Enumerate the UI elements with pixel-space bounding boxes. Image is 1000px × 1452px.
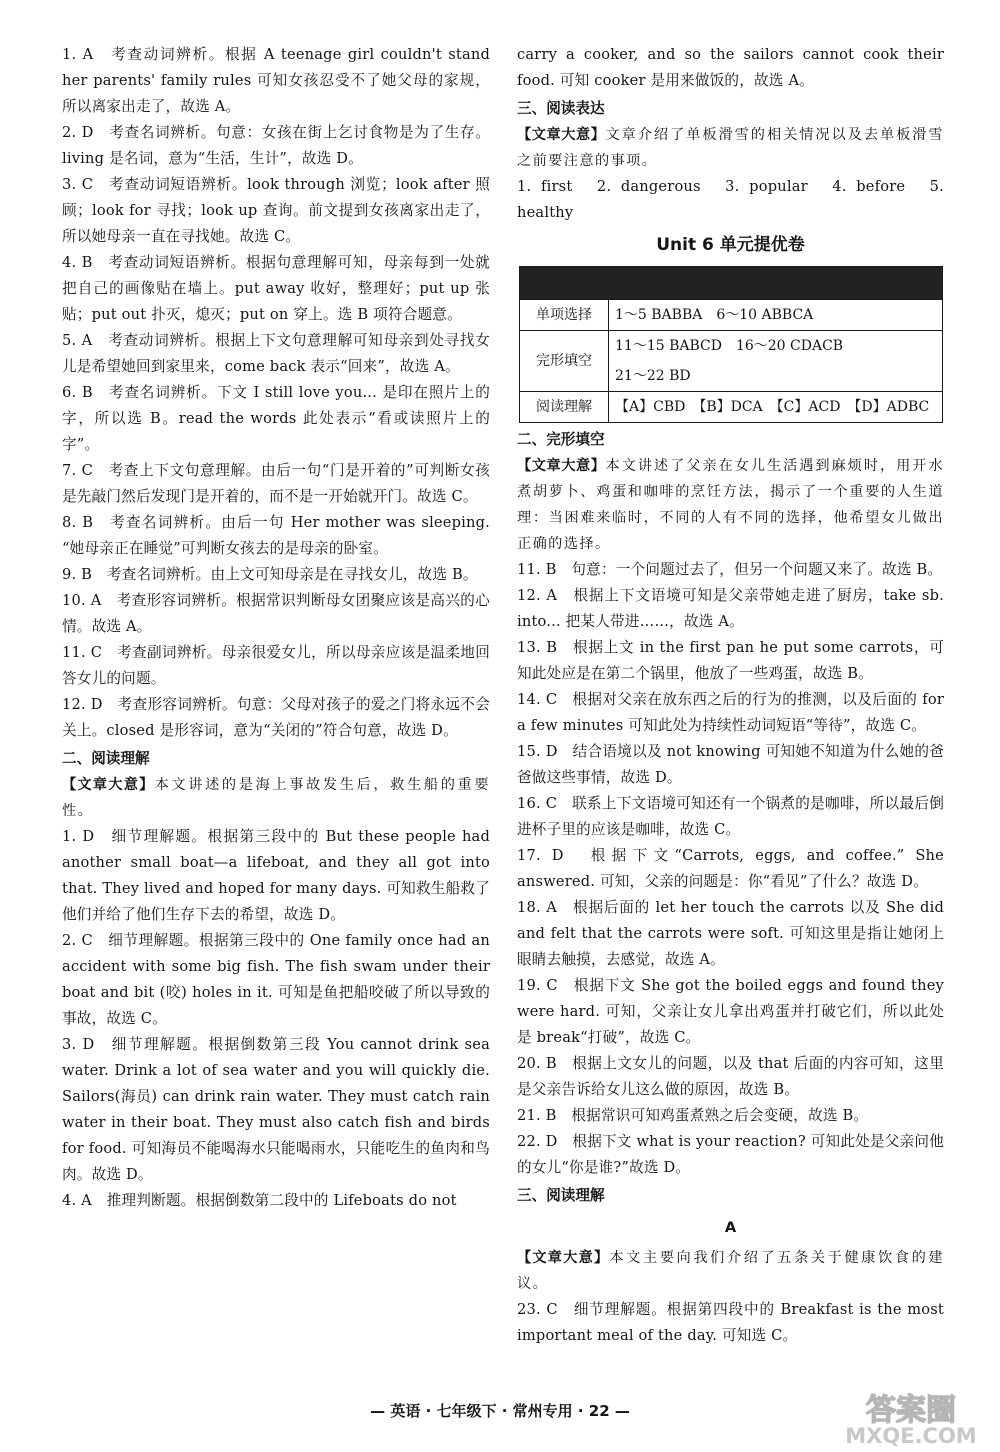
answer-explanation: 20. B 根据上文女儿的问题，以及 that 后面的内容可知，这里是父亲告诉给女儿这么做的原因，故选 B。: [517, 1055, 944, 1098]
table-label: 完形填空: [520, 331, 609, 392]
answer-explanation: 17. D 根据下文“Carrots, eggs, and coffee.” She answered. 可知，父亲的问题是：你“看见”了什么？故选 D。: [517, 847, 944, 890]
table-value: 11～15 BABCD 16～20 CDACB: [609, 331, 943, 362]
svg-text:答案圈: 答案圈: [866, 1393, 956, 1428]
article-summary: [517, 1245, 944, 1297]
answer-explanation: 6. B 考查名词辨析。下文 I still love you... 是印在照片上的字，所以选 B。read the words 此处表示“看或读照片上的字”。: [62, 384, 490, 453]
table-value: 1～5 BABBA 6～10 ABBCA: [609, 300, 943, 331]
unit-title: Unit 6 单元提优卷: [656, 235, 805, 255]
left-column: [62, 42, 490, 1214]
summary-tag: 【文章大意】: [62, 777, 155, 793]
answer-explanation: 19. C 根据下文 She got the boiled eggs and found they were hard. 可知，父亲让女儿拿出鸡蛋并打破它们，所以此处是 break“打破”，故选 C。: [517, 977, 944, 1046]
answer-explanation: 13. B 根据上文 in the first pan he put some carrots，可知此处应是在第二个锅里，他放了一些鸡蛋，故选 B。: [517, 639, 944, 682]
article-summary: [62, 772, 490, 824]
answer-explanation: 8. B 考查名词辨析。由后一句 Her mother was sleeping. “她母亲正在睡觉”可判断女孩去的是母亲的卧室。: [62, 514, 490, 557]
table-row: [520, 392, 943, 423]
table-label: 阅读理解: [520, 392, 609, 423]
table-row: [520, 331, 943, 362]
answer-explanation: 15. D 结合语境以及 not knowing 可知她不知道为什么她的爸爸做这些事情，故选 D。: [517, 743, 944, 786]
summary-tag: 【文章大意】: [517, 458, 606, 474]
page-footer: — 英语 · 七年级下 · 常州专用 · 22 —: [370, 1402, 630, 1420]
table-value: 【A】CBD 【B】DCA 【C】ACD 【D】ADBC: [609, 392, 943, 423]
article-summary: [517, 453, 944, 557]
answer-explanation: 21. B 根据常识可知鸡蛋煮熟之后会变硬，故选 B。: [517, 1107, 869, 1124]
section-heading: 三、阅读理解: [517, 1187, 605, 1204]
table-header-band: [520, 267, 943, 300]
answer-explanation: 5. A 考查动词辨析。根据上下文句意理解可知母亲到处寻找女儿是希望她回到家里来，come back 表示“回来”，故选 A。: [62, 332, 490, 375]
section-heading: 二、阅读理解: [62, 750, 150, 767]
section-heading: 二、完形填空: [517, 431, 605, 448]
answer-explanation: 22. D 根据下文 what is your reaction? 可知此处是父亲问他的女儿“你是谁?”故选 D。: [517, 1133, 944, 1176]
answer-explanation: 11. B 句意：一个问题过去了，但另一个问题又来了。故选 B。: [517, 561, 943, 578]
answer-explanation: 3. C 考查动词短语辨析。look through 浏览；look after 照顾；look for 寻找；look up 查询。前文提到女孩离家出走了，所以她母亲一直在寻找她。故选 C。: [62, 176, 490, 245]
answer-explanation: 1. first 2. dangerous 3. popular 4. before 5. healthy: [517, 178, 944, 221]
summary-text: 本文讲述了父亲在女儿生活遇到麻烦时，用开水煮胡萝卜、鸡蛋和咖啡的烹饪方法，揭示了一个重要的人生道理：当困难来临时，不同的人有不同的选择，他希望女儿做出正确的选择。: [517, 458, 944, 552]
answer-table: [519, 266, 943, 423]
answer-explanation: 14. C 根据对父亲在放东西之后的行为的推测，以及后面的 for a few minutes 可知此处为持续性动词短语“等待”，故选 C。: [517, 691, 944, 734]
watermark-logo: [828, 1388, 994, 1448]
passage-label: A: [724, 1219, 737, 1236]
answer-explanation: 23. C 细节理解题。根据第四段中的 Breakfast is the most important meal of the day. 可知选 C。: [517, 1301, 944, 1344]
section-heading: 三、阅读表达: [517, 100, 605, 117]
answer-explanation: 18. A 根据后面的 let her touch the carrots 以及 She did and felt that the carrots were soft. 可知这里是指让她闭上眼睛去触摸，去感觉，故选 A。: [517, 899, 944, 968]
answer-explanation: 11. C 考查副词辨析。母亲很爱女儿，所以母亲应该是温柔地回答女儿的问题。: [62, 644, 490, 687]
summary-text: 本文讲述的是海上事故发生后，救生船的重要性。: [62, 777, 490, 819]
answer-explanation: 12. D 考查形容词辨析。句意：父母对孩子的爱之门将永远不会关上。closed 是形容词，意为“关闭的”符合句意，故选 D。: [62, 696, 490, 739]
answer-explanation: carry a cooker, and so the sailors cannot cook their food. 可知 cooker 是用来做饭的，故选 A。: [517, 46, 944, 89]
answer-explanation: 9. B 考查名词辨析。由上文可知母亲是在寻找女儿，故选 B。: [62, 566, 478, 583]
answer-explanation: 7. C 考查上下文句意理解。由后一句“门是开着的”可判断女孩是先敲门然后发现门是开着的，而不是一开始就开门。故选 C。: [62, 462, 490, 505]
summary-text: 文章介绍了单板滑雪的相关情况以及去单板滑雪之前要注意的事项。: [517, 127, 944, 169]
answer-explanation: 4. B 考查动词短语辨析。根据句意理解可知，母亲每到一处就把自己的画像贴在墙上。put away 收好，整理好；put up 张贴；put out 扑灭，熄灭；put on 穿上。选 B 项符合题意。: [62, 254, 490, 323]
right-column: [517, 42, 944, 1349]
answer-explanation: 10. A 考查形容词辨析。根据常识判断母女团聚应该是高兴的心情。故选 A。: [62, 592, 490, 635]
answer-explanation: 12. A 根据上下文语境可知是父亲带她走进了厨房，take sb. into... 把某人带进……，故选 A。: [517, 587, 944, 630]
answer-explanation: 3. D 细节理解题。根据倒数第三段 You cannot drink sea water. Drink a lot of sea water and you will quickly die. Sailors(海员) can drink rain water. They must catch rain water in their boat. They must also catch fish and birds for food. 可知海员不能喝海水只能喝雨水，只能吃生的鱼肉和鸟肉。故选 D。: [62, 1036, 490, 1183]
summary-text: 本文主要向我们介绍了五条关于健康饮食的建议。: [517, 1250, 944, 1292]
article-summary: [517, 122, 944, 174]
svg-text:MXQE.COM: MXQE.COM: [845, 1424, 977, 1448]
answer-explanation: 16. C 联系上下文语境可知还有一个锅煮的是咖啡，所以最后倒进杯子里的应该是咖啡，故选 C。: [517, 795, 944, 838]
summary-tag: 【文章大意】: [517, 127, 606, 143]
answer-explanation: 2. D 考查名词辨析。句意：女孩在街上乞讨食物是为了生存。living 是名词，意为“生活，生计”，故选 D。: [62, 124, 490, 167]
table-row: [520, 300, 943, 331]
answer-explanation: 1. A 考查动词辨析。根据 A teenage girl couldn't stand her parents' family rules 可知女孩忍受不了她父母的家规，所以离家出走了，故选 A。: [62, 46, 490, 115]
answer-explanation: 1. D 细节理解题。根据第三段中的 But these people had another small boat—a lifeboat, and they all got into that. They lived and hoped for many days. 可知救生船救了他们并给了他们生存下去的希望，故选 D。: [62, 828, 490, 923]
table-value: 21～22 BD: [609, 361, 943, 392]
summary-tag: 【文章大意】: [517, 1250, 610, 1266]
table-label: 单项选择: [520, 300, 609, 331]
answer-explanation: 4. A 推理判断题。根据倒数第二段中的 Lifeboats do not: [62, 1192, 457, 1209]
answer-explanation: 2. C 细节理解题。根据第三段中的 One family once had an accident with some big fish. The fish swam under their boat and bit (咬) holes in it. 可知是鱼把船咬破了所以导致的事故，故选 C。: [62, 932, 490, 1027]
